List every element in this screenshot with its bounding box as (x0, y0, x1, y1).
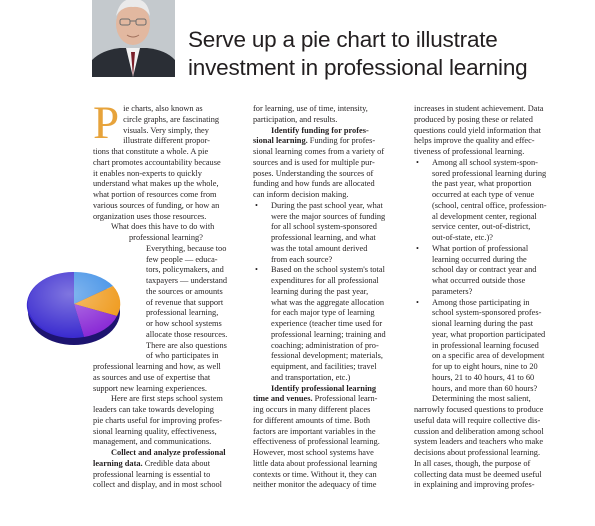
text-fragment: What portion of professional (432, 243, 529, 253)
text-line: of revenue that support (146, 297, 224, 307)
text-line: support new learning experiences. (93, 383, 207, 393)
text-line: few people — educa- (146, 254, 218, 264)
section-heading: Identify professional learning (271, 383, 377, 393)
bullet-item (414, 298, 574, 309)
bullet-glyph: • (416, 243, 419, 253)
text-line: hours, 21 to 40 hours, 41 to 60 (432, 372, 535, 382)
text-line: parameters? (432, 286, 473, 296)
text-line: contexts or time. Without it, they can (253, 469, 377, 479)
text-line: from each source? (271, 254, 333, 264)
text-line: neither monitor the adequacy of time (253, 480, 377, 490)
text-line: tiveness of professional learning. (414, 147, 525, 156)
text-line: produced by posing these or related (414, 114, 533, 124)
text-fragment: During the past school year, what (271, 200, 383, 210)
bullet-item (253, 265, 403, 276)
text-line: allocate those resources. (146, 329, 228, 339)
text-line: was the total amount derived (271, 243, 368, 253)
text-fragment: Funding for profes- (307, 136, 376, 146)
text-line: school day or contract year and (432, 265, 537, 275)
text-line: as sources and use of expertise that (93, 372, 211, 382)
text-line: What does this have to do with (111, 222, 215, 232)
text-line: experience (teacher time used for (271, 319, 383, 328)
text-line: for each major type of learning (271, 308, 375, 318)
bullet-item (414, 244, 574, 255)
text-line: sources and is used for multiple pur- (253, 157, 375, 167)
text-line: the past year, what proportion (432, 179, 532, 189)
text-line: sional learning comes from a variety of (253, 147, 385, 156)
column-3 (414, 104, 574, 491)
text-line: illustrate different propor- (123, 136, 210, 146)
text-line: questions could yield information that (414, 125, 541, 135)
text-line: various sources of funding, or how an (93, 200, 220, 210)
text-line: tions that constitute a whole. A pie (93, 147, 209, 156)
text-line: decisions about professional learning. (414, 448, 541, 457)
bullet-glyph: • (255, 265, 258, 275)
text-line: circle graphs, are fascinating (123, 114, 220, 124)
text-fragment: Credible data about (142, 458, 211, 468)
text-line: can inform decision making. (253, 190, 349, 199)
section-heading: sional learning. (253, 136, 308, 146)
text-line: Everything, because too (146, 243, 227, 253)
text-line: poses. Understanding the sources of (253, 168, 374, 178)
text-line: sored professional learning during (432, 168, 547, 178)
text-line: leaders can take towards developing (93, 405, 214, 414)
text-line: what was the aggregate allocation (271, 297, 385, 307)
text-line: professional learning is essential to (93, 469, 211, 479)
text-line: for up to eight hours, nine to 20 (432, 362, 538, 371)
text-line: year, what proportion participated (432, 329, 546, 339)
text-line: In all cases, though, the purpose of (414, 458, 531, 468)
text-line: for different amounts of time. Both (253, 415, 371, 425)
text-line: collect and display, and in most school (93, 480, 222, 490)
text-line: cussion and deliberation among school (414, 426, 544, 436)
text-line: for learning, use of time, intensity, (253, 104, 368, 113)
text-line: helps improve the quality and effec- (414, 136, 535, 146)
text-line: chart promotes accountability because (93, 157, 221, 167)
text-line: in explaining and improving profes- (414, 480, 535, 490)
text-line: al development center, regional (432, 211, 537, 221)
author-photo (92, 0, 175, 77)
article-title (188, 26, 588, 82)
text-line: occurred at each type of venue (432, 190, 535, 199)
text-fragment: Based on the school system's total (271, 265, 385, 275)
text-line: what portion of resources come from (93, 190, 217, 199)
text-line: sional learning quality, effectiveness, (93, 426, 217, 436)
text-line: learning occurred during the (432, 254, 527, 264)
text-line: organization uses those resources. (93, 211, 207, 221)
text-line: tors, policymakers, and (146, 265, 224, 275)
text-line: increases in student achievement. Data (414, 104, 544, 113)
bullet-glyph: • (255, 200, 258, 210)
text-line: for all school system-sponsored (271, 222, 377, 232)
text-line: system leaders and teachers who make (414, 437, 544, 447)
column-1 (93, 97, 245, 491)
text-fragment: Among those participating in (432, 297, 530, 307)
text-line: in professional learning focused (432, 340, 539, 350)
text-line: or how school systems (146, 319, 222, 328)
text-line: However, most school systems have (253, 448, 374, 457)
text-line: professional learning and how, as well (93, 362, 221, 371)
text-line (93, 459, 245, 470)
bullet-glyph: • (416, 157, 419, 167)
text-line: school system-sponsored profes- (432, 308, 542, 318)
text-line: (school, central office, profession- (432, 200, 547, 210)
text-line: hours, and more than 60 hours? (432, 383, 538, 393)
text-line: visuals. Very simply, they (123, 125, 209, 135)
text-line: expenditures for all professional (271, 276, 379, 285)
text-line: and transportation, etc.) (271, 372, 351, 382)
bullet-item (253, 201, 403, 212)
section-heading: learning data. (93, 458, 143, 468)
title-line-2: investment in professional learning (188, 55, 528, 80)
text-line: participation, and results. (253, 114, 338, 124)
text-line: learning during the past year, (271, 286, 369, 296)
text-line: the sources or amounts (146, 286, 223, 296)
title-line-1: Serve up a pie chart to illustrate (188, 27, 498, 52)
section-heading: Identify funding for profes- (271, 125, 369, 135)
text-line: understand what makes up the whole, (93, 179, 219, 189)
bullet-glyph: • (416, 297, 419, 307)
text-line (253, 136, 403, 147)
text-line: factors are important variables in the (253, 426, 376, 436)
section-heading: time and venues. (253, 394, 313, 404)
text-line: sional learning during the past (432, 319, 534, 328)
text-fragment: Among all school system-spon- (432, 157, 538, 167)
text-line: what occurred outside those (432, 276, 526, 285)
text-line: coaching; administration of pro- (271, 340, 379, 350)
text-line: There are also questions (146, 340, 227, 350)
text-line: narrowly focused questions to produce (414, 405, 544, 414)
text-line: professional learning, (146, 308, 219, 318)
text-line (253, 394, 403, 405)
text-line: Determining the most salient, (432, 394, 531, 404)
text-line: management, and communications. (93, 437, 212, 447)
text-line: it enables non-experts to quickly (93, 168, 202, 178)
text-line: effectiveness of professional learning. (253, 437, 380, 447)
column-2 (253, 104, 403, 491)
text-line: ie charts, also known as (123, 104, 203, 113)
text-line: of who participates in (146, 351, 219, 361)
text-line: on a specific area of development (432, 351, 545, 361)
text-line: were the major sources of funding (271, 211, 386, 221)
text-line: funding and how funds are allocated (253, 179, 375, 189)
text-line: ing occurs in many different places (253, 405, 371, 414)
text-line: professional learning; training and (271, 329, 386, 339)
text-line: service center, out-of-district, (432, 222, 531, 232)
text-line: out-of-state, etc.)? (432, 233, 493, 242)
text-line: collecting data must be deemed useful (414, 469, 542, 479)
text-line: professional learning, and what (271, 233, 376, 242)
text-line: equipment, and facilities; travel (271, 362, 377, 371)
text-line: little data about professional learning (253, 458, 378, 468)
text-line: pie charts useful for improving profes- (93, 415, 223, 425)
text-line: fessional development; materials, (271, 351, 383, 361)
text-line: Here are first steps school system (111, 394, 223, 404)
text-line: taxpayers — understand (146, 276, 228, 285)
text-fragment: Professional learn- (312, 394, 378, 404)
text-line: useful data will require collective dis- (414, 415, 541, 425)
bullet-item (414, 158, 574, 169)
section-heading: Collect and analyze professional (111, 448, 226, 457)
drop-cap: P (93, 97, 120, 149)
text-line: professional learning? (129, 233, 203, 242)
